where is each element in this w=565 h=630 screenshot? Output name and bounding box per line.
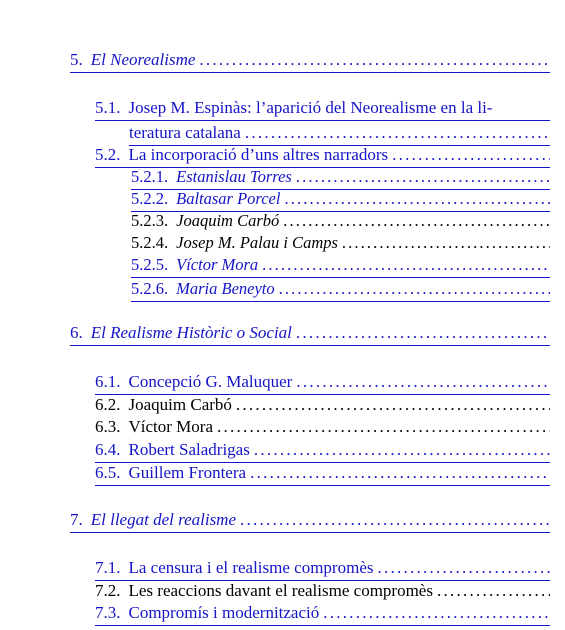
toc-title: La incorporació d’uns altres narradors [128, 145, 389, 164]
toc-link-5-2-2[interactable] [131, 189, 550, 212]
toc-number: 5.2.2. [131, 189, 169, 208]
toc-link-7-3[interactable] [95, 603, 550, 626]
toc-title: Joaquim Carbó [128, 395, 232, 414]
dot-leader [392, 145, 550, 165]
dot-leader [254, 440, 550, 460]
toc-entry-7-2 [95, 581, 550, 603]
toc-link-5[interactable] [70, 50, 550, 73]
toc-entry-6-2 [95, 395, 550, 417]
toc-entry-5-2-4 [131, 233, 550, 255]
toc-number: 6.5. [95, 463, 121, 482]
toc-link-6-1[interactable] [95, 372, 550, 395]
toc-number: 7. [70, 510, 83, 529]
toc-title: Estanislau Torres [176, 167, 292, 186]
toc-number: 7.3. [95, 603, 121, 622]
toc-number: 5.2.1. [131, 167, 169, 186]
toc-link-5-1[interactable] [95, 96, 550, 146]
dot-leader [245, 121, 550, 145]
toc-entry-6-3 [95, 417, 550, 439]
dot-leader [279, 279, 550, 299]
toc-title-line-2: teratura catalana . . . [129, 121, 550, 146]
toc-number: 6.4. [95, 440, 121, 459]
toc-number: 5.2.4. [131, 233, 169, 252]
toc-link-7-1[interactable] [95, 558, 550, 581]
toc-title: El Realisme Històric o Social [90, 323, 292, 342]
toc-title: La censura i el realisme compromès [128, 558, 374, 577]
toc-number: 5.2.5. [131, 255, 169, 274]
toc-number: 5.2.6. [131, 279, 169, 298]
dot-leader [283, 211, 550, 231]
toc-title: Baltasar Porcel [176, 189, 281, 208]
toc-number: 7.1. [95, 558, 121, 577]
dot-leader [437, 581, 550, 601]
toc-link-6-5[interactable] [95, 463, 550, 486]
dot-leader [284, 189, 550, 209]
toc-title: Les reaccions davant el realisme compromès [128, 581, 433, 600]
toc-link-5-2-5[interactable] [131, 255, 550, 278]
dot-leader [296, 323, 550, 343]
toc-title: Maria Beneyto [176, 279, 275, 298]
toc-title: Robert Saladrigas [128, 440, 250, 459]
dot-leader [250, 463, 550, 483]
toc-entry-5-2-3 [131, 211, 550, 233]
toc-title: El Neorealisme [90, 50, 196, 69]
toc-link-6[interactable] [70, 323, 550, 346]
toc-title: Guillem Frontera [128, 463, 247, 482]
toc-title: Víctor Mora [176, 255, 259, 274]
toc-number: 5.2.3. [131, 211, 169, 230]
toc-title: Joaquim Carbó [176, 211, 280, 230]
toc-number: 6.1. [95, 372, 121, 391]
toc-link-5-2-6[interactable] [131, 279, 550, 302]
toc-number: 5.2. [95, 145, 121, 164]
toc-link-7[interactable] [70, 510, 550, 533]
dot-leader [217, 417, 550, 437]
toc-link-6-4[interactable] [95, 440, 550, 463]
toc-number: 5. [70, 50, 83, 69]
toc-link-5-2[interactable] [95, 145, 550, 168]
dot-leader [342, 233, 550, 253]
dot-leader [199, 50, 550, 70]
toc-title: Josep M. Palau i Camps [176, 233, 338, 252]
toc-link-5-2-1[interactable] [131, 167, 550, 190]
toc-number: 7.2. [95, 581, 121, 600]
dot-leader [377, 558, 550, 578]
toc-number: 6.3. [95, 417, 121, 436]
toc-title: Víctor Mora [128, 417, 214, 436]
dot-leader [296, 372, 550, 392]
dot-leader [262, 255, 550, 275]
toc-number: 6. [70, 323, 83, 342]
toc-title: Concepció G. Maluquer [128, 372, 293, 391]
dot-leader [323, 603, 550, 623]
toc-title-line-1: 5.1. Josep M. Espinàs: l’aparició del Neorealisme en la li- [95, 96, 550, 121]
toc-title: El llegat del realisme [90, 510, 237, 529]
dot-leader [240, 510, 550, 530]
toc-title: Compromís i modernització [128, 603, 320, 622]
dot-leader [296, 167, 550, 187]
toc-number: 6.2. [95, 395, 121, 414]
dot-leader [236, 395, 550, 415]
